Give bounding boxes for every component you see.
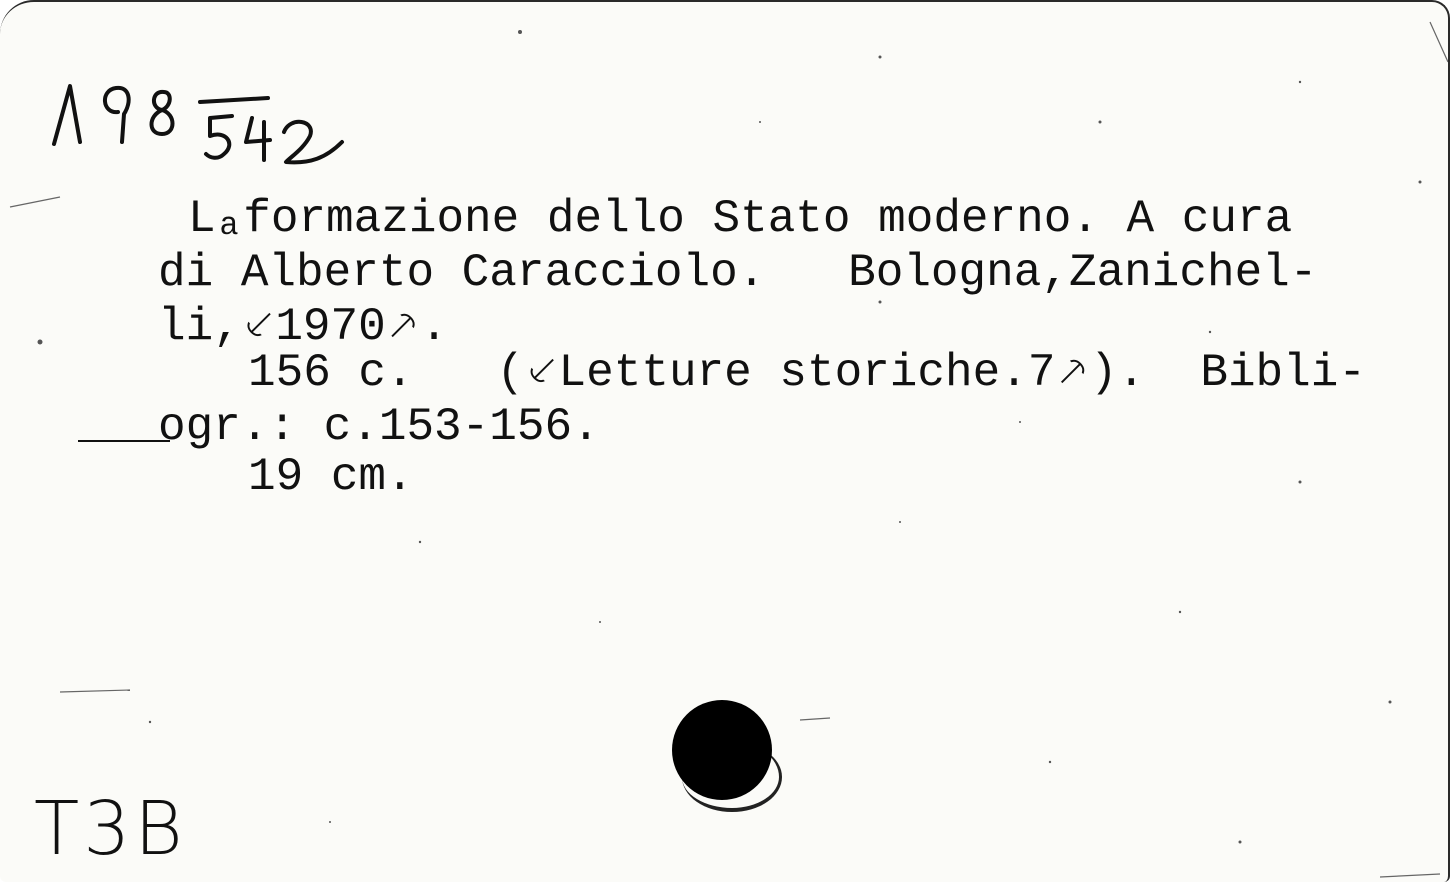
punch-hole: [672, 700, 772, 800]
imprint-year-line: li,⸔1970⸕.: [158, 301, 448, 353]
size-line: 19 cm.: [248, 451, 414, 503]
underline-mark: [78, 440, 170, 442]
handwritten-call-number: [40, 72, 360, 192]
bibliography-line: ogr.: c.153-156.: [158, 401, 600, 453]
title-line: Lₐformazione dello Stato moderno. A cura: [188, 193, 1293, 245]
author-imprint-line: di Alberto Caracciolo. Bologna,Zanichel-: [158, 247, 1318, 299]
shelf-mark: T3B: [34, 786, 187, 872]
pagination-series-line: 156 c. (⸔Letture storiche.7⸕). Bibli-: [248, 347, 1366, 399]
